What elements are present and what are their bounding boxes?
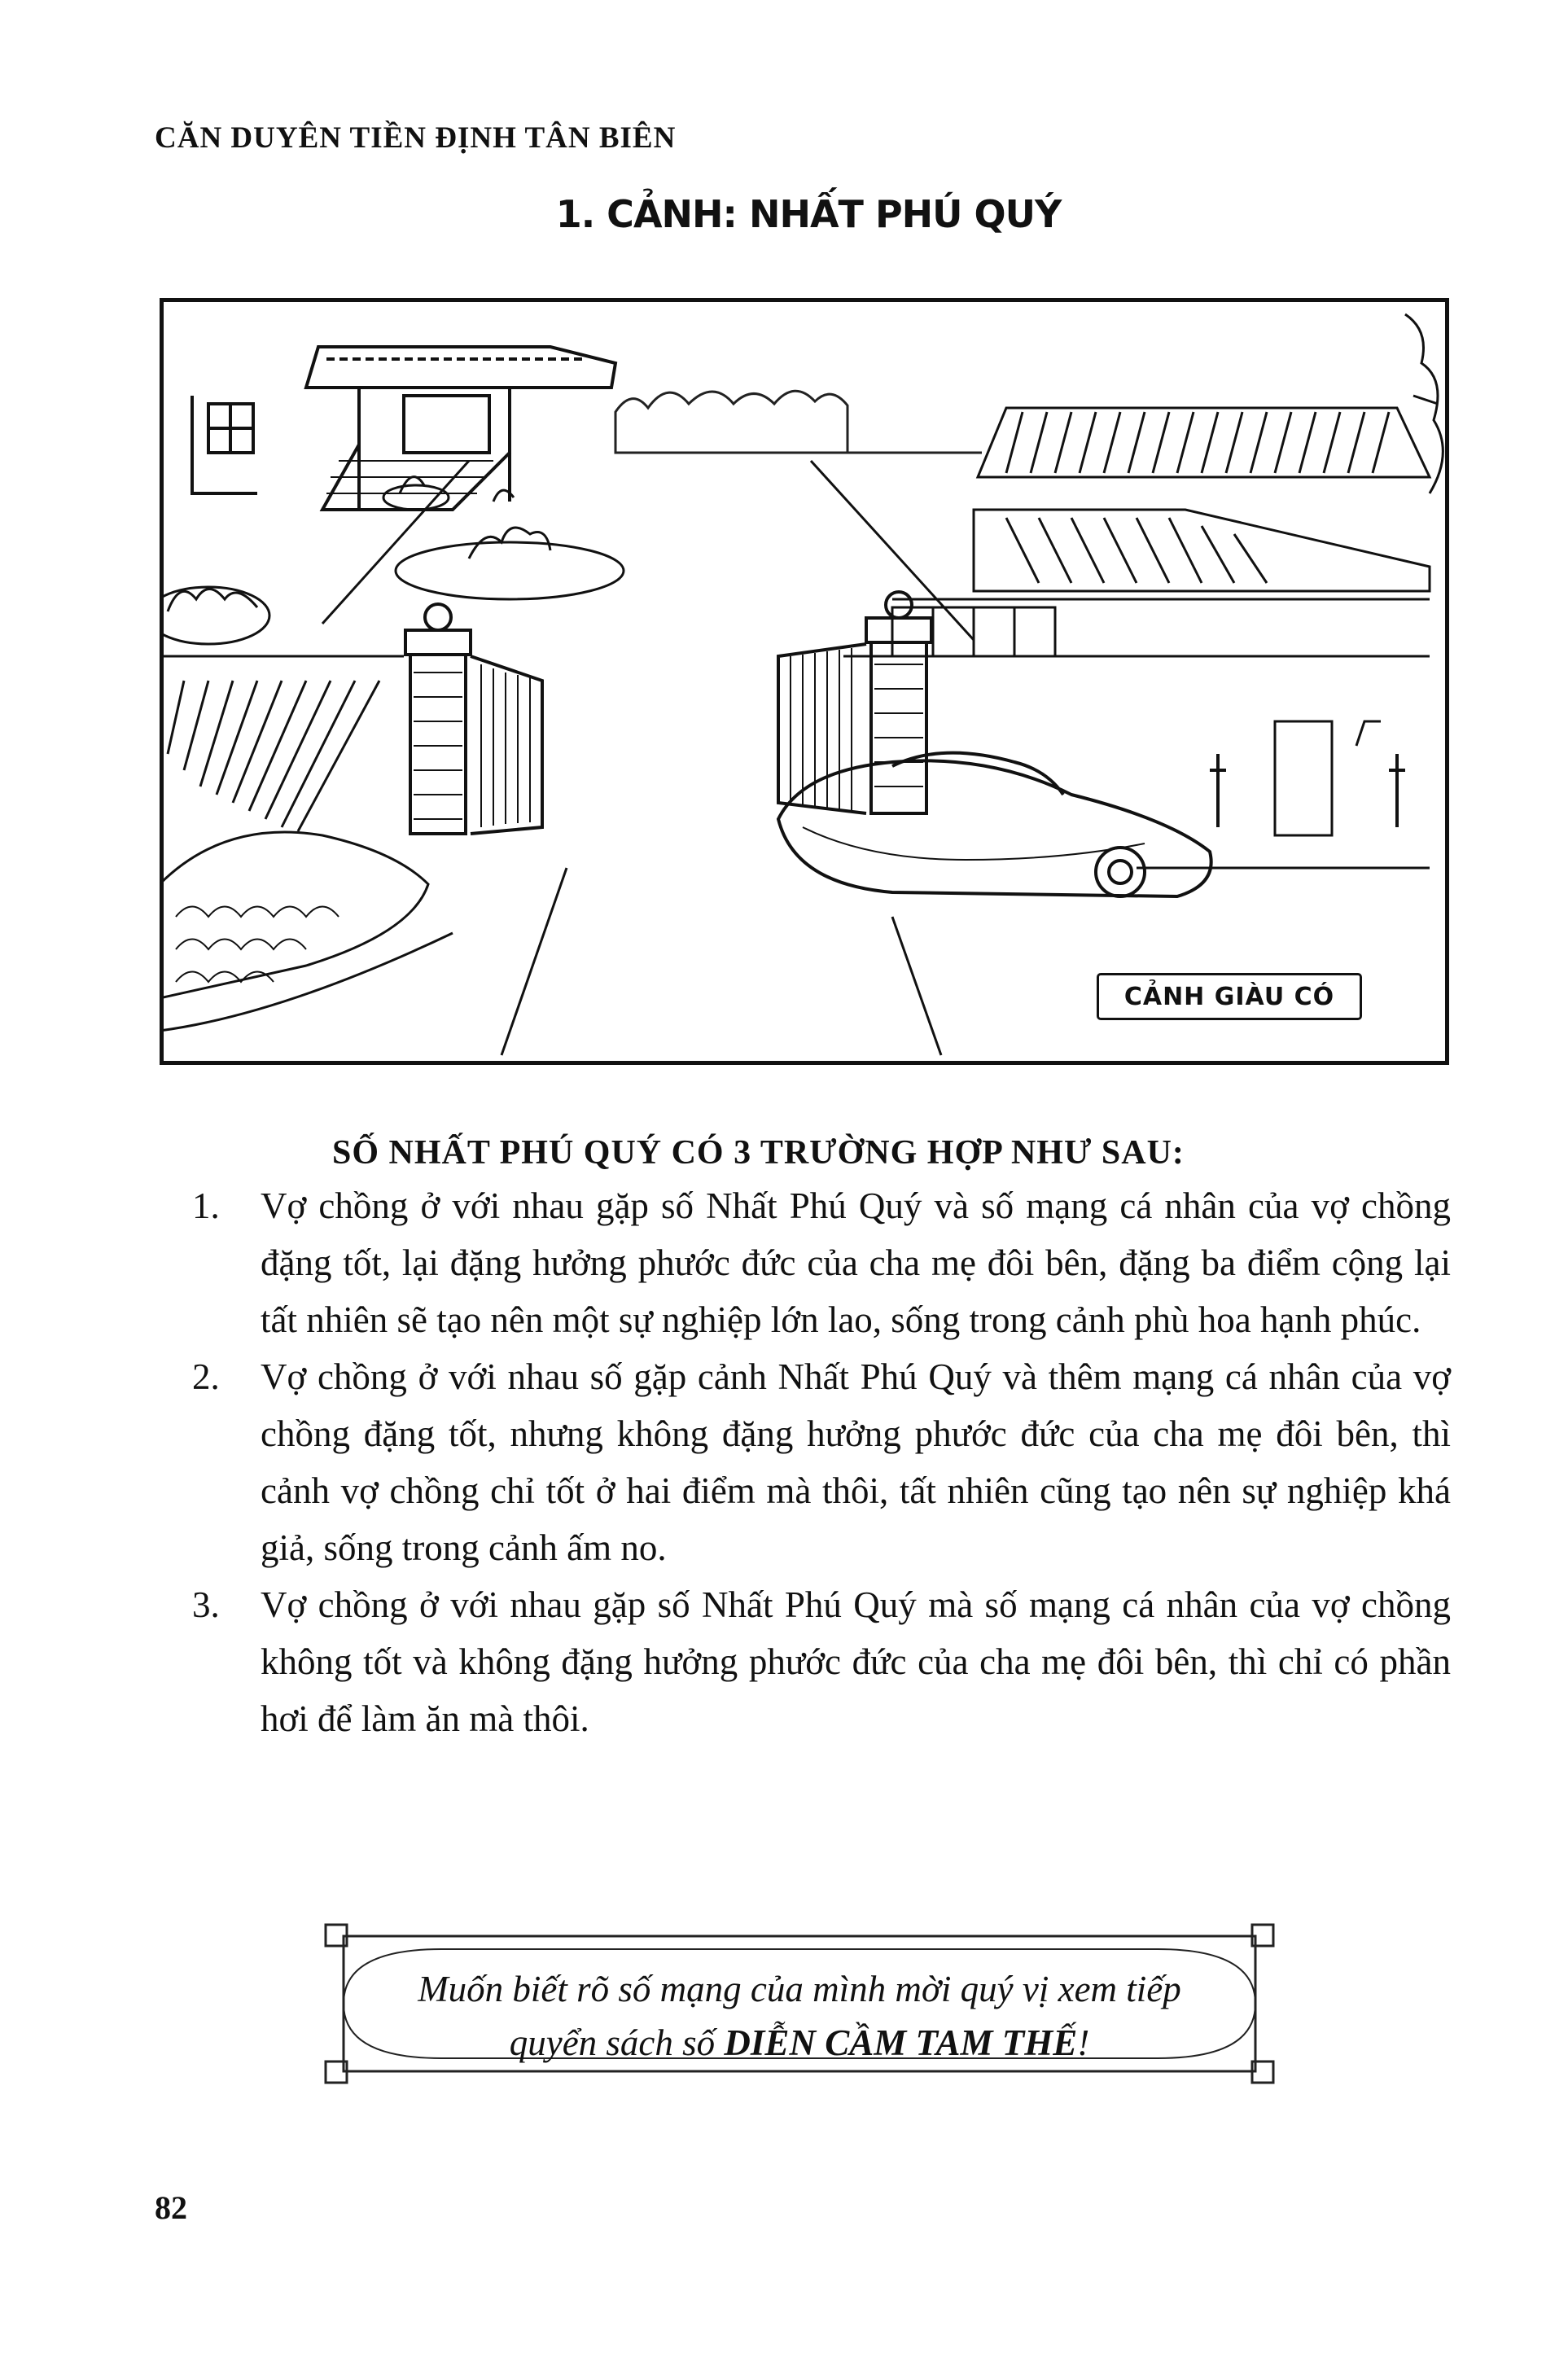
case-item bbox=[192, 1177, 1451, 1348]
note-line-2-prefix: quyển sách số bbox=[509, 2022, 725, 2063]
illustration-caption: CẢNH GIÀU CÓ bbox=[1097, 973, 1362, 1020]
scene-title: 1. CẢNH: NHẤT PHÚ QUÝ bbox=[555, 192, 1062, 236]
section-heading: SỐ NHẤT PHÚ QUÝ CÓ 3 TRƯỜNG HỢP NHƯ SAU: bbox=[332, 1134, 1185, 1172]
note-box bbox=[319, 1918, 1280, 2089]
case-number: 3. bbox=[192, 1584, 220, 1625]
note-line-1: Muốn biết rõ số mạng của mình mời quý vị xem tiếp bbox=[418, 1969, 1181, 2009]
running-header: CĂN DUYÊN TIỀN ĐỊNH TÂN BIÊN bbox=[155, 121, 677, 155]
case-item bbox=[192, 1348, 1451, 1576]
book-title: DIỄN CẦM TAM THẾ bbox=[724, 2022, 1078, 2063]
illustration-drawing bbox=[160, 298, 1449, 1065]
note-text bbox=[319, 1962, 1280, 2070]
page-number: 82 bbox=[155, 2189, 187, 2226]
note-line-2 bbox=[319, 2016, 1280, 2070]
case-text: Vợ chồng ở với nhau số gặp cảnh Nhất Phú Quý và thêm mạng cá nhân của vợ chồng đặng tốt, nhưng không đặng hưởng phước đức của cha mẹ đôi bên, thì cảnh vợ chồng chỉ tốt ở hai điểm mà thôi, tất nhiên cũng tạo nên sự nghiệp khá giả, sống trong cảnh ấm no. bbox=[261, 1356, 1451, 1568]
cases-list bbox=[192, 1177, 1451, 1747]
wealthy-scene-illustration bbox=[160, 298, 1449, 1065]
case-number: 1. bbox=[192, 1185, 220, 1226]
case-text: Vợ chồng ở với nhau gặp số Nhất Phú Quý mà số mạng cá nhân của vợ chồng không tốt và không đặng hưởng phước đức của cha mẹ đôi bên, thì chỉ có phần hơi để làm ăn mà thôi. bbox=[261, 1584, 1451, 1739]
case-text: Vợ chồng ở với nhau gặp số Nhất Phú Quý và số mạng cá nhân của vợ chồng đặng tốt, lại đặng hưởng phước đức của cha mẹ đôi bên, đặng ba điểm cộng lại tất nhiên sẽ tạo nên một sự nghiệp lớn lao, sống trong cảnh phù hoa hạnh phúc. bbox=[261, 1185, 1451, 1340]
note-line-2-suffix: ! bbox=[1077, 2022, 1090, 2063]
case-number: 2. bbox=[192, 1356, 220, 1397]
case-item bbox=[192, 1576, 1451, 1747]
